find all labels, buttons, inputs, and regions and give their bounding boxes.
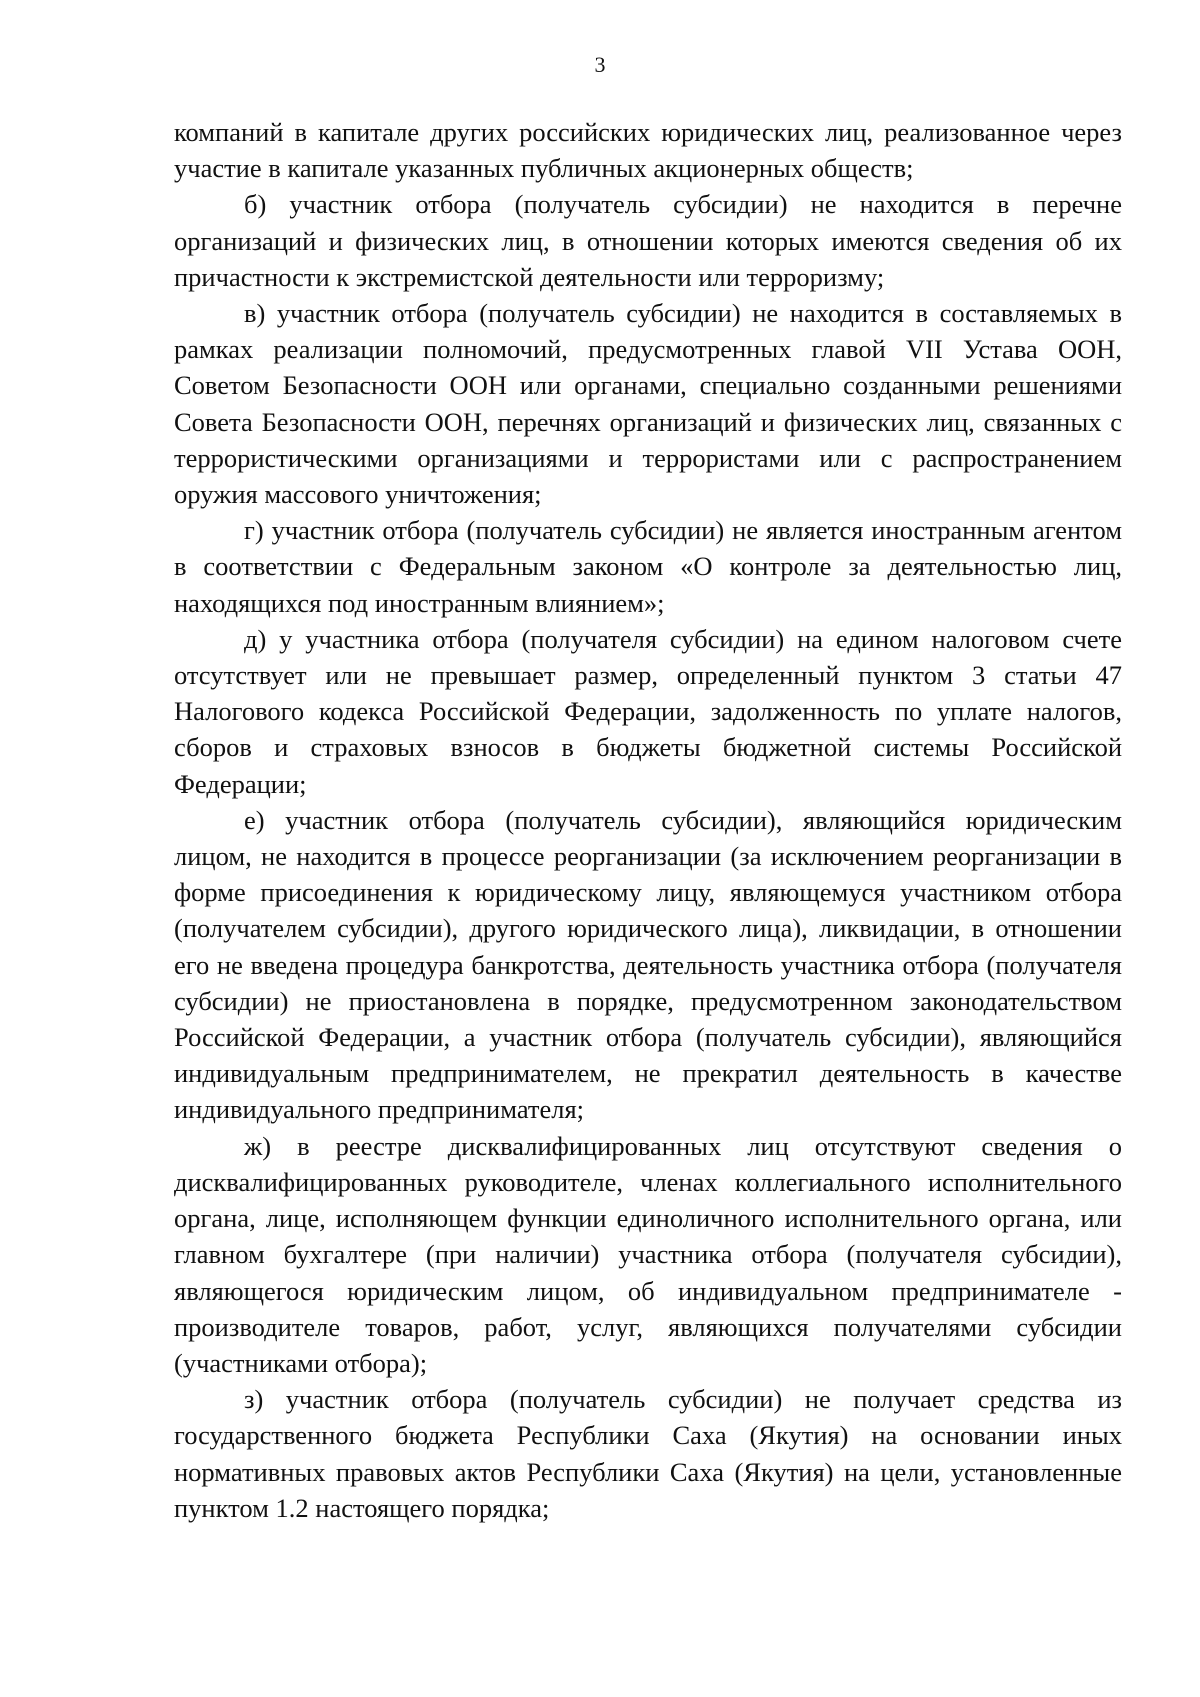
paragraph-item-v: в) участник отбора (получатель субсидии) не находится в составляемых в рамках реализации полномочий, предусмотренных главой VII Устава ООН, Советом Безопасности ООН или органами, специально созданными решениями Совета Безопасности ООН, перечнях организаций и физических лиц, связанных с террористическими организациями и террористами или с распространением оружия массового уничтожения; [174,298,1122,510]
page-number: 3 [594,52,606,77]
paragraph-item-zh: ж) в реестре дисквалифицированных лиц отсутствуют сведения о дисквалифицированных руководителе, членах коллегиального исполнительного органа, лице, исполняющем функции единоличного исполнительного органа, или главном бухгалтере (при наличии) участника отбора (получателя субсидии), являющегося юридическим лицом, об индивидуальном предпринимателе - производителе товаров, работ, услуг, являющихся получателями субсидии (участниками отбора); [174,1130,1122,1378]
paragraph-item-b: б) участник отбора (получатель субсидии) не находится в перечне организаций и физических лиц, в отношении которых имеются сведения об их причастности к экстремистской деятельности или терроризму; [174,189,1122,292]
paragraph-continuation: компаний в капитале других российских юридических лиц, реализованное через участие в капитале указанных публичных акционерных обществ; [174,117,1122,184]
document-body [174,114,1122,1526]
paragraph-item-z: з) участник отбора (получатель субсидии) не получает средства из государственного бюджета Республики Саха (Якутия) на основании иных нормативных правовых актов Республики Саха (Якутия) на цели, установленные пунктом 1.2 настоящего порядка; [174,1384,1122,1523]
paragraph-item-g: г) участник отбора (получатель субсидии) не является иностранным агентом в соответствии с Федеральным законом «О контроле за деятельностью лиц, находящихся под иностранным влиянием»; [174,515,1122,618]
paragraph-item-d: д) у участника отбора (получателя субсидии) на едином налоговом счете отсутствует или не превышает размер, определенный пунктом 3 статьи 47 Налогового кодекса Российской Федерации, задолженность по уплате налогов, сборов и страховых взносов в бюджеты бюджетной системы Российской Федерации; [174,623,1122,799]
paragraph-item-e: е) участник отбора (получатель субсидии), являющийся юридическим лицом, не находится в процессе реорганизации (за исключением реорганизации в форме присоединения к юридическому лицу, являющемуся участником отбора (получателем субсидии), другого юридического лица), ликвидации, в отношении его не введена процедура банкротства, деятельность участника отбора (получателя субсидии) не приостановлена в порядке, предусмотренном законодательством Российской Федерации, а участник отбора (получатель субсидии), являющийся индивидуальным предпринимателем, не прекратил деятельность в качестве индивидуального предпринимателя; [174,804,1122,1125]
